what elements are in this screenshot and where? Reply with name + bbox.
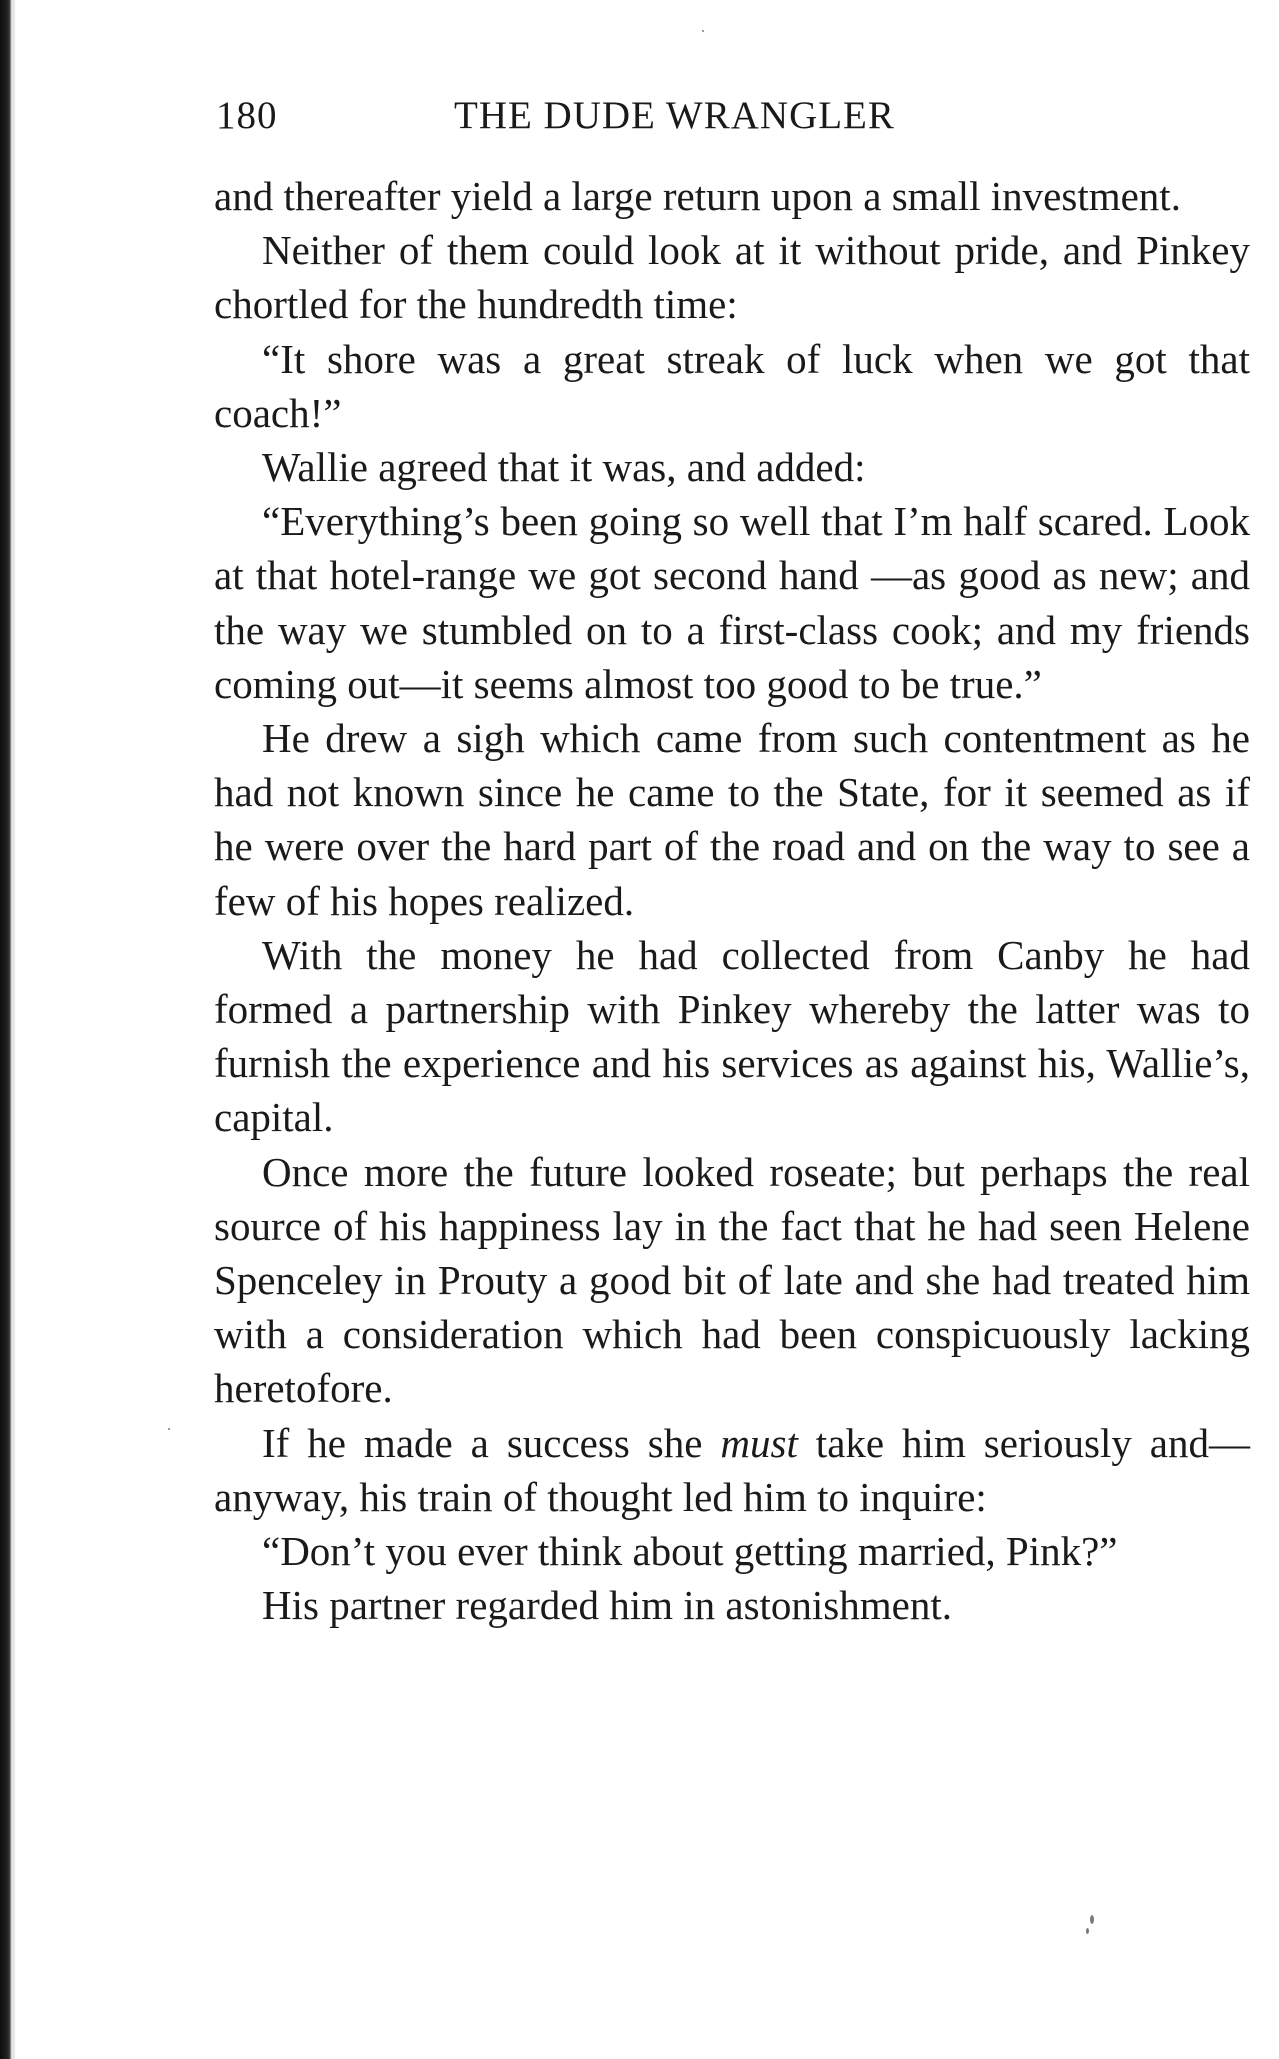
body-text	[214, 169, 1250, 1632]
scan-speck	[1086, 1928, 1089, 1934]
binding-edge	[0, 0, 12, 2059]
emphasis-text: must	[720, 1419, 798, 1466]
paragraph-text: If he made a success she	[262, 1419, 721, 1466]
binding-shadow	[12, 0, 15, 2059]
page-number: 180	[216, 94, 278, 137]
scan-speck	[702, 30, 704, 32]
scan-speck	[168, 1428, 170, 1430]
paragraph: With the money he had collected from Canby he had formed a partnership with Pinkey whereby the latter was to furnish the experience and his services as against his, Wallie’s, capital.	[214, 931, 1250, 1141]
paragraph-text: take him seriously and—anyway, his train of thought led him to inquire:	[214, 1419, 1250, 1520]
paragraph: Wallie agreed that it was, and added:	[262, 444, 866, 491]
scan-speck	[1090, 1915, 1094, 1924]
paragraph: Neither of them could look at it without pride, and Pinkey chortled for the hundredth time:	[214, 227, 1250, 328]
running-head	[216, 90, 1046, 142]
paragraph: His partner regarded him in astonishment.	[262, 1582, 952, 1629]
book-title: THE DUDE WRANGLER	[454, 94, 895, 137]
paragraph-dialogue: “Don’t you ever think about getting married, Pink?”	[262, 1528, 1118, 1575]
paragraph: He drew a sigh which came from such contentment as he had not known since he came to the State, for it seemed as if he were over the hard part of the road and on the way to see a few of his hopes realized.	[214, 715, 1250, 924]
paragraph	[214, 1416, 1250, 1524]
paragraph-continued: and thereafter yield a large return upon a small investment.	[214, 173, 1181, 219]
paragraph-dialogue: “It shore was a great streak of luck when we got that coach!”	[214, 335, 1250, 436]
paragraph: Once more the future looked roseate; but perhaps the real source of his happiness lay in the fact that he had seen Helene Spenceley in Prouty a good bit of late and she had treated him with a consideration which had been conspicuously lacking heretofore.	[214, 1148, 1250, 1412]
paragraph-dialogue: “Everything’s been going so well that I’m half scared. Look at that hotel-range we got second hand —as good as new; and the way we stumbled on to a first-class cook; and my friends coming out—it seems almost too good to be true.”	[214, 498, 1250, 707]
